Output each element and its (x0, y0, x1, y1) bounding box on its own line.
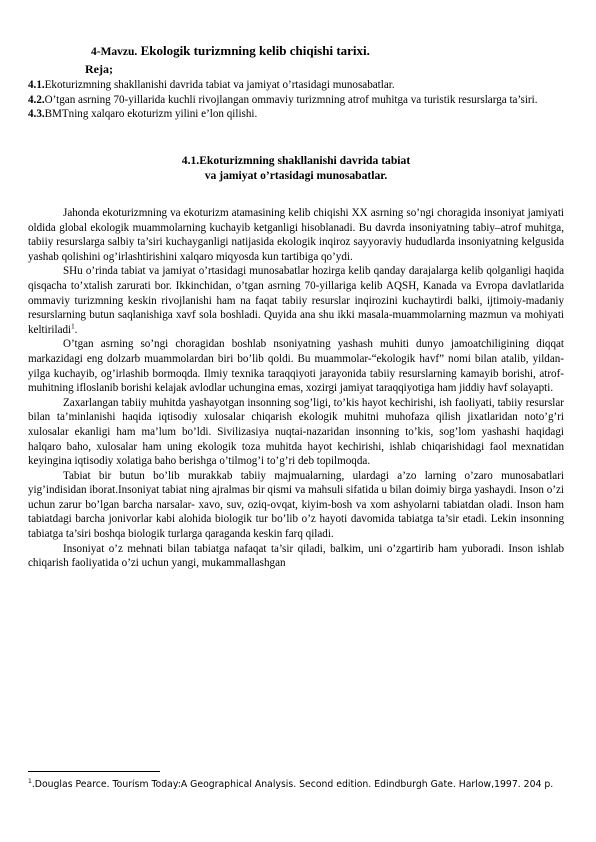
plan-label: Reja; (85, 62, 113, 76)
plan-item (28, 78, 564, 93)
paragraph: Jahonda ekoturizmning va ekoturizm atamasining kelib chiqishi XX asrning so’ngi choragida insoniyat jamiyati oldida global ekologik muammolarning kuchayib ketganligi hisoblanadi. Bu davrda insoniyatning tabiy–atrof muhitga, tabiiy resurslarga salbiy ta’siri kuchayganligi natijasida ekologik inqiroz sayyoraviy hududlarda insoniyatning kelgusida yashab qolishini og’irlashtirishini xalqaro miqyosda kun tartibiga qo’ydi. (28, 207, 564, 263)
topic-number: 4-Mavzu. (91, 46, 138, 58)
plan-item-text: Ekoturizmning shakllanishi davrida tabiat va jamiyat o’rtasidagi munosabatlar. (44, 79, 395, 91)
paragraph-end: . (74, 323, 78, 336)
section-title-line: va jamiyat o’rtasidagi munosabatlar. (204, 169, 388, 182)
paragraph: Zaxarlangan tabiiy muhitda yashayotgan insonning sog’ligi, to’kis hayot kechirishi, ish faoliyati, tabiiy resurslar bilan ta’minlanishi haqida iqtisodiy xulosalar chiqarish ekologik muhitni muhofaza qilish jixatlaridan noto’g’ri xulosalar ekanligi ham ma’lum bo’ldi. Sivilizasiya nuqtai-nazaridan insonning to’kis, sog’lom yashashi haqidagi halqaro baho, xulosalar ham uning ekologik toza muhitda hayot kechirishi, ishlab chiqarishidagi faol mexnatidan keyingina iqtisodiy xolatiga baho berishga o’tilmog’i to’g’ri deb topilmoqda. (28, 396, 564, 468)
section-title-line: 4.1.Ekoturizmning shakllanishi davrida tabiat (181, 154, 411, 167)
topic-title: Ekologik turizmning kelib chiqishi tarixi. (140, 43, 370, 58)
plan-item (28, 93, 564, 108)
footnote-mark: 1 (28, 777, 32, 785)
plan-item (28, 107, 564, 122)
paragraph: Tabiat bir butun bo’lib murakkab tabiiy majmualarning, ulardagi a’zo larning o’zaro munosabatlari yig’indisidan iborat.Insoniyat tabiat ning ajralmas bir qismi va mahsuli sifatida u bilan doimiy birga yashaydi. Inson o’zi uchun zarur bo’lgan barcha narsalar- xavo, suv, oziq-ovqat, kiyim-bosh va xom ashyolarni tabiatdan oladi. Inson ham tabiatdagi barcha jonivorlar kabi alohida biologik tur bo’lib o’z hayoti davomida tabiatga ta’sir etadi. Lekin insonning tabiatga ta’siri boshqa biologik turlarga qaraganda keskin farq qiladi. (28, 469, 564, 541)
paragraph: Insoniyat o’z mehnati bilan tabiatga nafaqat ta’sir qiladi, balkim, uni o’zgartirib ham yuboradi. Inson ishlab chiqarish faoliyatida o’zi uchun yangi, mukammallashgan (28, 542, 564, 570)
plan-item-number: 4.3. (28, 108, 45, 121)
footnote-text: .Douglas Pearce. Tourism Today:A Geographical Analysis. Second edition. Edindburgh Gate. Harlow,1997. 204 p. (31, 779, 554, 790)
section-title (28, 153, 564, 183)
plan-item-text: O’tgan asrning 70-yillarida kuchli rivojlangan ommaviy turizmning atrof muhitga va turistik resurslarga ta’siri. (44, 93, 538, 106)
paragraph (28, 264, 564, 337)
plan-list (28, 78, 564, 122)
plan-item-text: BMTning xalqaro ekoturizm yilini e’lon qilishi. (44, 108, 258, 121)
paragraph-text: SHu o’rinda tabiat va jamiyat o’rtasidagi munosabatlar hozirga kelib qanday darajalarga kelib qolganligi haqida qisqacha to’xtalish zarurati bor. Ikkinchidan, o’tgan asrning 70-yillariga kelib AQSH, Kanada va Evropa davlatlarida ommaviy turizmning keskin rivojlanishi ham na faqat tabiiy resurslar inqirozini kuchaytirdi balki, ijtimoiy-madaniy resurslarning butun saqlanishiga xavf sola boshladi. Quyida ana shu ikki masala-muammolarning mazmun va mohiyati keltiriladi (28, 265, 564, 336)
footnote-reference[interactable]: 1 (71, 322, 75, 331)
plan-item-number: 4.2. (28, 93, 45, 106)
paragraph: O’tgan asrning so’ngi choragidan boshlab nsoniyatning yashash muhiti dunyo jamoatchiligining diqqat markazidagi eng dolzarb muammolardan biri bo’lib qoldi. Bu muammolar-“ekologik havf” nomi bilan atalib, yildan-yilga kuchayib, og’irlashib bormoqda. Ilmiy texnika taraqqiyoti jarayonida tabiiy resurslarning kamayib borishi, atrof-muhitning ifloslanib borishi kelajak avlodlar uchungina emas, xozirgi jamiyat taraqqiyotiga ham jiddiy havf solayapti. (28, 338, 564, 395)
footnote (28, 778, 564, 791)
plan-item-number: 4.1. (28, 79, 45, 91)
footnote-divider (28, 771, 160, 772)
page-heading (91, 44, 370, 60)
body-text (28, 206, 564, 571)
